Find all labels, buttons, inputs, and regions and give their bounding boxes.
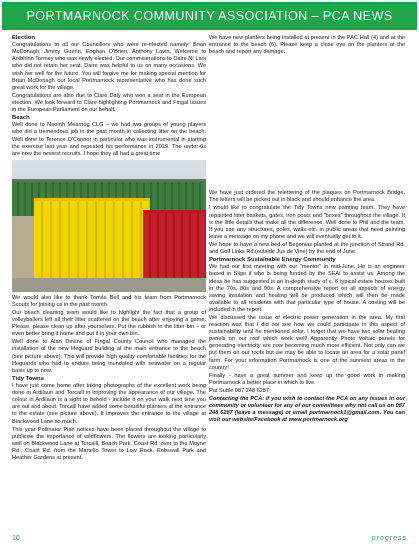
beach-section	[12, 115, 206, 375]
lifeguard-building-photo	[12, 160, 206, 292]
energy-section	[209, 257, 405, 372]
tidy-towns-section	[12, 376, 206, 462]
tidy-towns-paragraph-1: I have just come home after taking photographs of the excellent work being done in Ardilaun and Torcaill in improving the appearance of our village. The colour in Ardilaun is a sight to behold - include it on your walk next time you are out and about. Torcaill have added some beautiful planters at the entrance to the estate (see picture above). It improves the entrance to the village at Blackwood Lane so much.	[12, 383, 206, 425]
energy-paragraph-1: We had our first meeting with our "mentor" in mid-June. He is an engineer based in Sligo if who is being funded by the SEAI to assist us. Among the ideas he has suggested is an in-depth study of c. 6 typical estate houses built in the 70s, 80s and 90s. A comprehensive report on all aspects of energy saving insulation and heating will be produced which will then be made available to all residents with that particular type of house. A costing will be included in the report.	[209, 264, 405, 313]
page-footer	[12, 535, 407, 545]
plaques-paragraph-2: I would like to congratulate the Tidy Towns new painting team. They have repainted litter baskets, gates, iron posts and "boxes" throughout the village. It is the little details that make all the difference. Well done to Phil and the team. If you see any structures, poles, walls etc. in public areas that need painting leave a message on my phone and we will eventually get to it.	[209, 205, 405, 240]
energy-heading: Portmarnock Sustainable Energy Community	[209, 257, 336, 264]
tidy-towns-paragraph-2: This year Pollinator Plan notices have been placed throughout the village to publicise the importance of wildflowers. The flowers are looking particularly well on Blackwood Lane at Torcaill, Beach Park, Coast Rd. over to the Moyne Rd., Coast Rd. from the Martello Tower to Low Rock, Robswall Park and Heather Gardens at present.	[12, 426, 206, 461]
closing-paragraph: Finally - have a great summer and keep up the good work in making Portmarnock a better place in which to live.	[209, 372, 405, 386]
photo-wall	[12, 216, 34, 280]
election-section	[12, 35, 206, 114]
right-column	[209, 35, 405, 425]
planters-paragraph: We have new planters being installed at present in the PAC Hall (4) and at the entrance to the beach (6). Please keep a close eye on the planters at the beach and report any damage.	[209, 35, 405, 56]
photo-ground	[12, 278, 206, 292]
image-placeholder	[209, 57, 405, 190]
election-heading: Election	[12, 35, 35, 41]
beach-heading: Beach	[12, 115, 30, 122]
page-header	[2, 2, 417, 30]
signoff: Pat Suttle 087 248 6287	[209, 387, 270, 394]
beach-paragraph-2: We would also like to thank Tomás Bell and his team from Portmarnock Scouts for joining us in the past month.	[12, 294, 206, 308]
election-paragraph-2: Congratulations are also due to Clare Daly who won a seat in the European election. We look forward to Clare highlighting Portmarnock and Fingal issues in the European Parliament on our behalf.	[12, 92, 206, 114]
plaques-paragraph-1: We have just ordered the relettering of the plaques on Portmarnock Bridge. The letters will be picked out in black and should enhance the area.	[209, 190, 405, 204]
election-paragraph-1: Congratulations to all our Councillors who were re-elected namely: Brian McDonagh, Jimmy Guerin, Eoghan O'Brien, Anthony Lavin. Welcome to Aoibhinn Tormey who was newly elected. Our commiserations to Daire Ní Laoi who did not retain her seat. Daire was helpful to us on many occasions. We wish her well for the future. You will forgive me for making special mention for Brian McDonagh our local Portmarnock representative who has done such great work for the village.	[12, 42, 206, 91]
page-title: PORTMARNOCK COMMUNITY ASSOCIATION – PCA NEWS	[26, 9, 393, 23]
left-column	[12, 35, 206, 463]
page-number: 10	[12, 535, 20, 542]
contact-paragraph: Contacting the PCA: If you wish to contact the PCA on any issues in our community or volunteer for any of our committees why not call us on 087 248 6287 (leave a message) or email portmarnock1@gmail.com. You can visit our website/Facebook at www.portmarnock.org	[209, 396, 405, 424]
beach-paragraph-4: Well done to Alan Devine of Fingal County Council who managed the installation of the new lifeguard building at the main entrance to the beach (see picture above). This will provide high quality comfortable facilities for the lifeguards who had to endure being inundated with seawater on a regular basis up to now.	[12, 339, 206, 374]
tidy-towns-heading: Tidy Towns	[12, 375, 44, 382]
plaques-paragraph-3: We hope to have a new bed of Begonias planted at the junction of Strand Rd. and Golf Links Rd.(outside Jus de Vine) by the end of June.	[209, 241, 405, 256]
energy-paragraph-2: We discussed the issue of electric power generation in the area. My first reaction was that I did not see how we could participate in this aspect of sustainability until he mentioned solar. I forget that we have two solar heating panels on our roof which work well! Apparently Photo Voltaic panels for generating electricity are now becoming much more efficient. Not only can we put them on our roofs but we may be able to locate an area for a solar panel farm. For your information Portmarnock is one of the sunniest areas in the country!	[209, 314, 405, 371]
beach-paragraph-1: Well done to Naomh Mearnóg CLG – we had two groups of young players who did a tremendous job in the past month in collecting litter on the beach. Well done to Terence O'Connor in particular who was instrumental in starting the exercise last year and repeated his performance in 2019. The under-6s are now the newest recruits. I hope they all had a great time	[12, 122, 206, 157]
publication-name: progress	[371, 535, 407, 542]
beach-paragraph-3: Our beach cleaning team would like to highlight the fact that a group of volleyballers left all their litter scattered on the beach after enjoying a game. Please, please clean up after yourselves. Put the rubbish in the litter bin – or even better bring it home and put it in your own bin.	[12, 310, 206, 338]
photo-yellow-container	[34, 198, 150, 289]
